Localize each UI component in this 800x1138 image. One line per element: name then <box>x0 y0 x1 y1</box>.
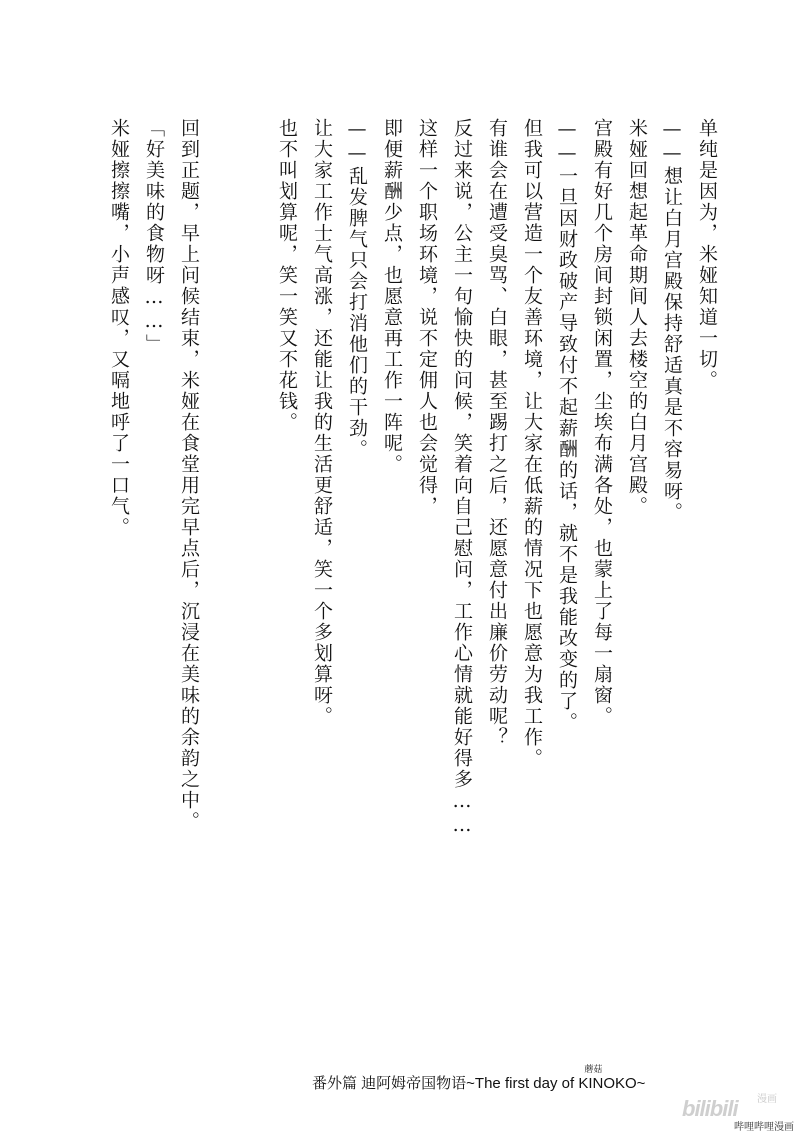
bilibili-logo-icon: bilibili <box>682 1096 738 1121</box>
page-footer-title <box>312 1065 646 1093</box>
text-line-10: 即便薪酬少点，也愿意再工作一阵呢。 <box>381 118 403 475</box>
text-line-6: 但我可以营造一个友善环境，让大家在低薪的情况下也愿意为我工作。 <box>521 118 543 769</box>
footer-kinoko-ruby: 蘑菇 <box>584 1065 603 1075</box>
text-line-5: ——一旦因财政破产导致付不起薪酬的话，就不是我能改变的了。 <box>556 118 578 733</box>
text-line-11: ——乱发脾气只会打消他们的干劲。 <box>346 118 368 460</box>
text-line-16: 「好美味的食物呀……」 <box>143 118 165 355</box>
text-line-12: 让大家工作士气高涨，还能让我的生活更舒适，笑一个多划算呀。 <box>311 118 333 727</box>
text-line-7: 有谁会在遭受臭骂、白眼，甚至踢打之后，还愿意付出廉价劳动呢？ <box>486 118 508 748</box>
text-line-3: 米娅回想起革命期间人去楼空的白月宫殿。 <box>626 118 648 517</box>
footer-prefix: 番外篇 迪阿姆帝国物语~The first day of <box>312 1075 579 1092</box>
watermark-tag: 漫画 <box>757 1094 777 1105</box>
footer-suffix: ~ <box>636 1075 646 1092</box>
bilibili-watermark <box>682 1094 794 1133</box>
text-line-1: 单纯是因为，米娅知道一切。 <box>696 118 718 391</box>
text-line-2: ——想让白月宫殿保持舒适真是不容易呀。 <box>661 118 683 523</box>
text-line-17: 米娅擦擦嘴，小声感叹，又嗝地呼了一口气。 <box>108 118 130 538</box>
text-line-4: 宫殿有好几个房间封锁闲置，尘埃布满各处，也蒙上了每一扇窗。 <box>591 118 613 727</box>
text-line-9: 这样一个职场环境，说不定佣人也会觉得， <box>416 118 438 517</box>
footer-kinoko-text: KINOKO <box>578 1075 637 1092</box>
text-line-8: 反过来说，公主一句愉快的问候，笑着向自己慰问，工作心情就能好得多…… <box>451 118 473 838</box>
text-line-15: 回到正题，早上问候结束，米娅在食堂用完早点后，沉浸在美味的余韵之中。 <box>178 118 200 832</box>
text-line-13: 也不叫划算呢，笑一笑又不花钱。 <box>276 118 298 433</box>
watermark-site-name: 哔哩哔哩漫画 <box>734 1122 794 1133</box>
footer-kinoko <box>578 1065 637 1092</box>
